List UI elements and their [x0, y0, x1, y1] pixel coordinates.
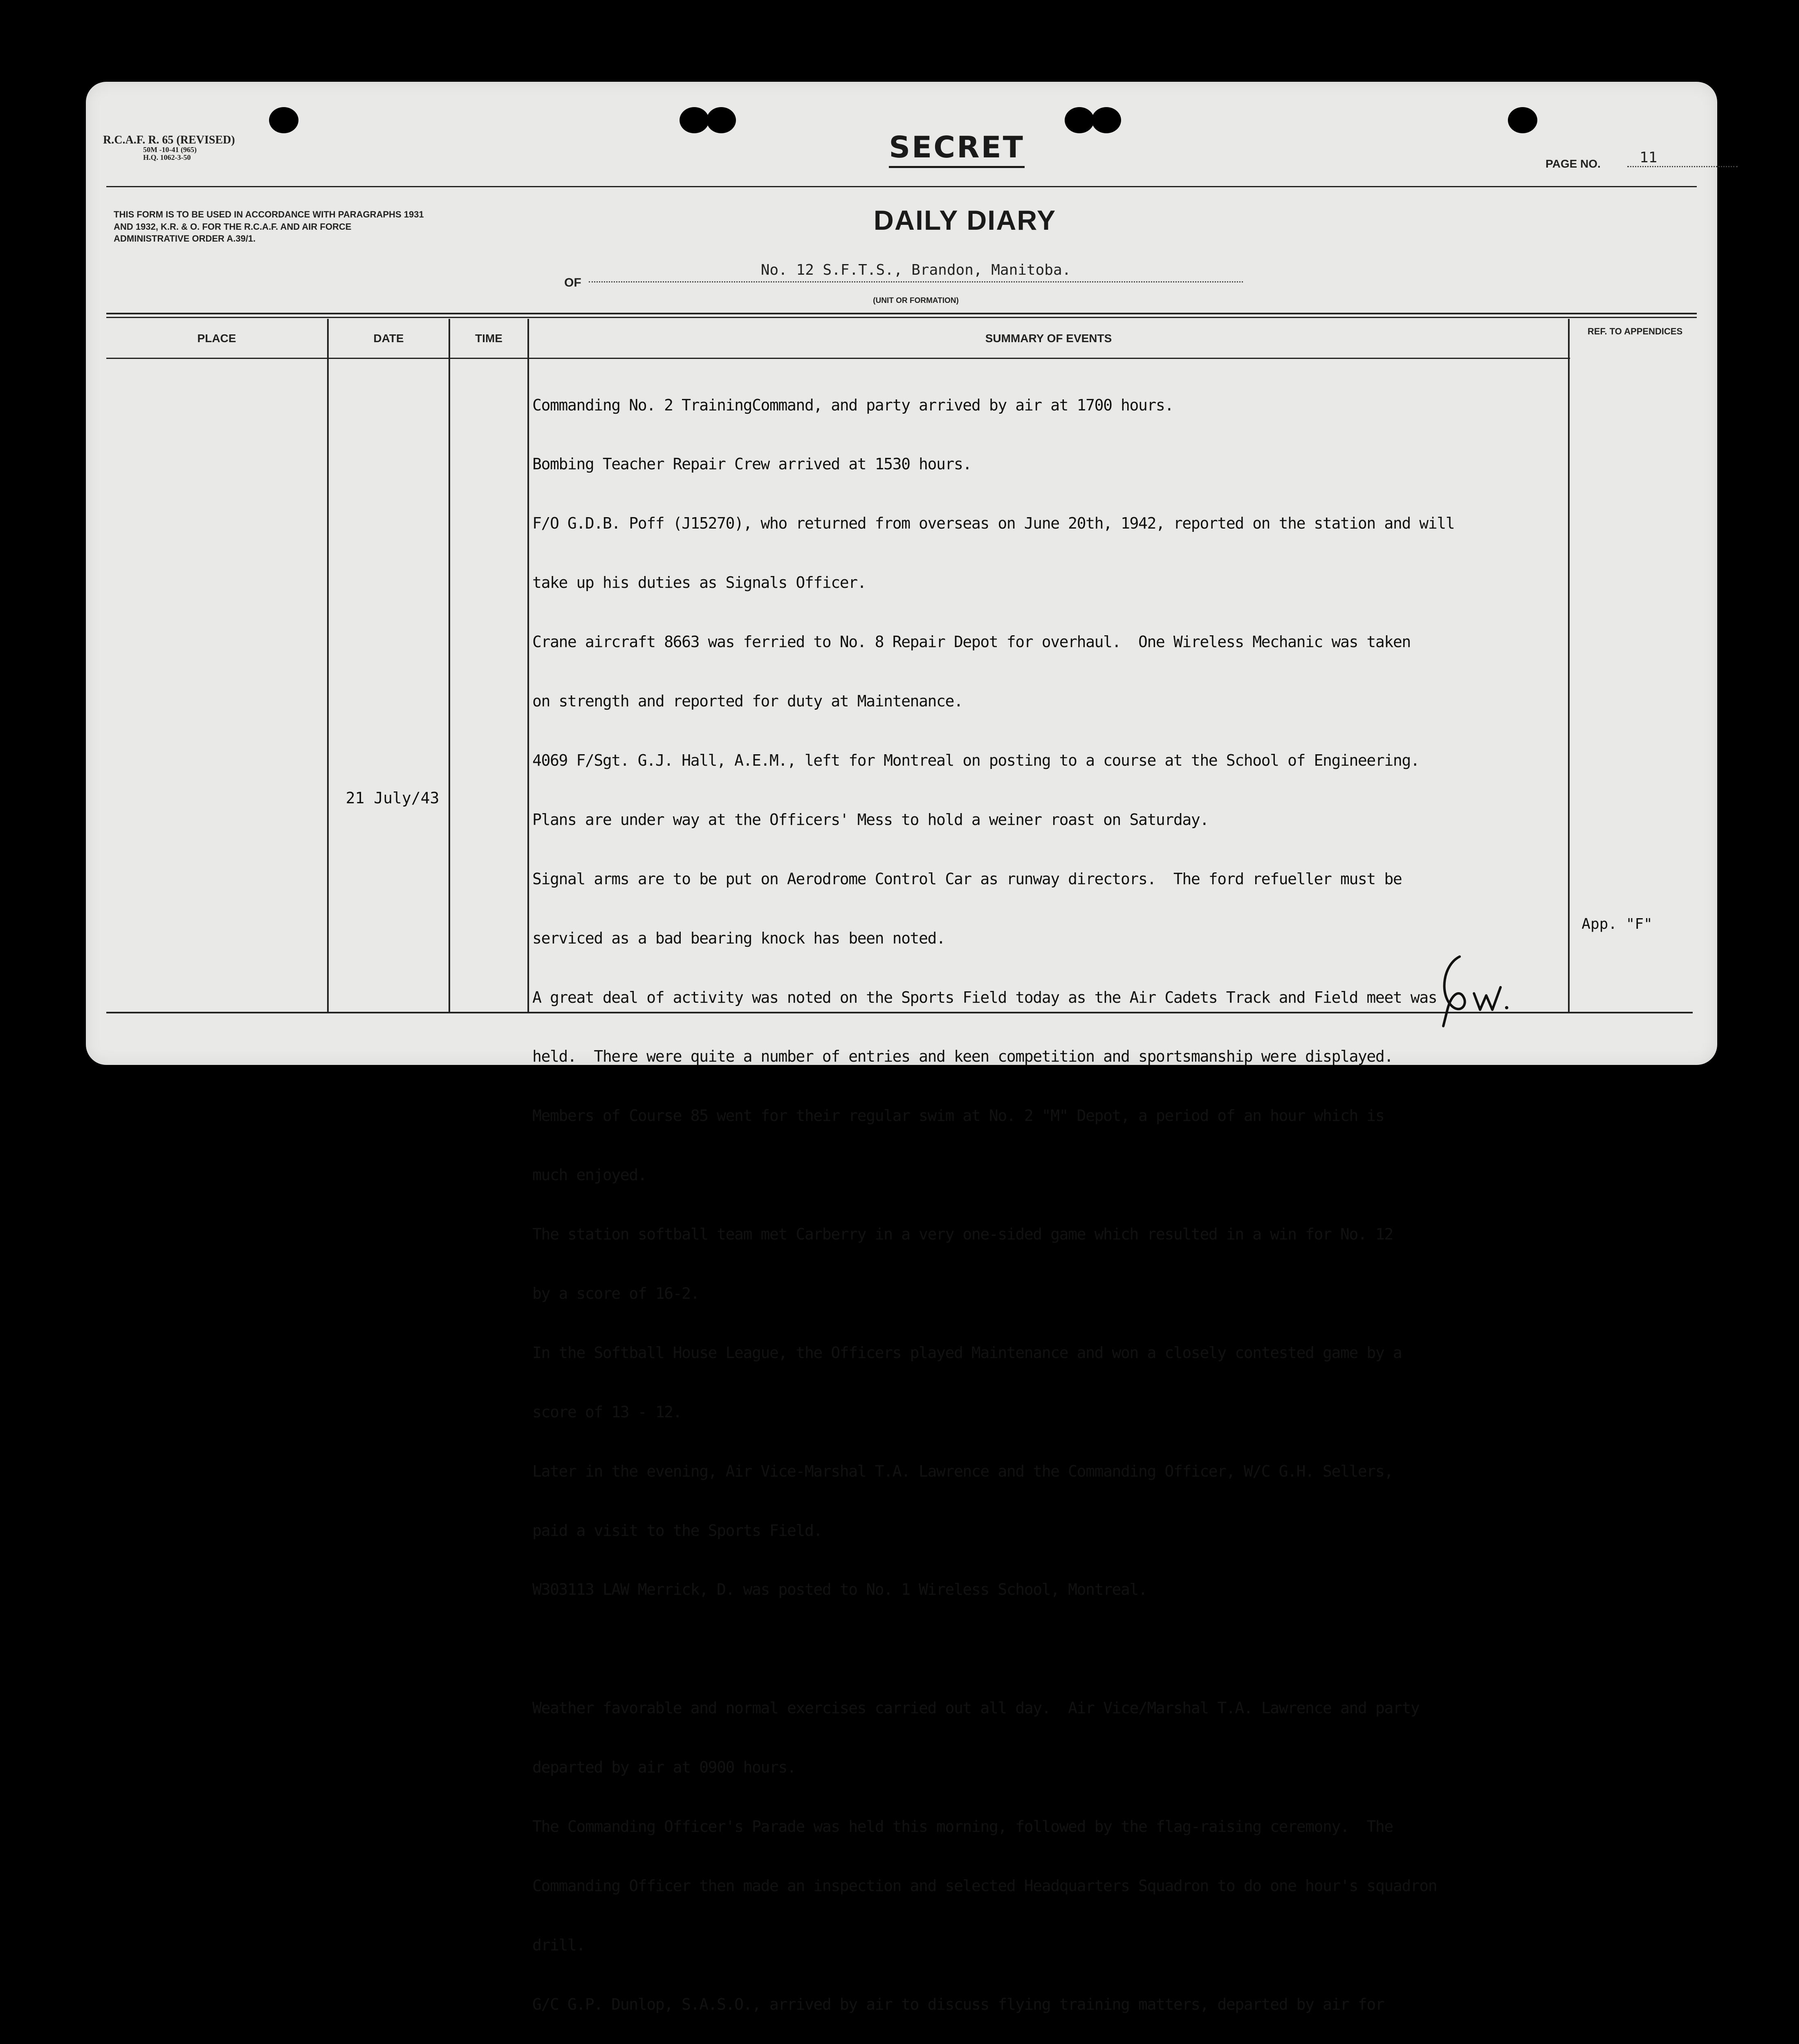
entry-line: drill. [532, 1936, 585, 1954]
punch-hole [680, 107, 709, 133]
security-classification [830, 130, 1083, 164]
punch-hole [707, 107, 736, 133]
form-hq-code: H.Q. 1062-3-50 [143, 153, 191, 162]
entry-line: Plans are under way at the Officers' Mess to hold a weiner roast on Saturday. [532, 810, 1209, 829]
entry-line: on strength and reported for duty at Maintenance. [532, 692, 963, 710]
entry-line: In the Softball House League, the Officers played Maintenance and won a closely contested game by a [532, 1343, 1402, 1362]
header-rule [106, 186, 1697, 187]
entry-line: take up his duties as Signals Officer. [532, 574, 866, 592]
appendix-reference: App. "F" [1581, 916, 1653, 932]
secret-label: SECRET [889, 130, 1025, 168]
entry-line: paid a visit to the Sports Field. [532, 1521, 822, 1540]
unit-of-label: OF [564, 276, 581, 289]
entry-line [532, 1639, 1583, 1659]
entry-line: Commanding No. 2 TrainingCommand, and party arrived by air at 1700 hours. [532, 396, 1173, 414]
entry-line: much enjoyed. [532, 1166, 647, 1184]
entry-line: Bombing Teacher Repair Crew arrived at 1530 hours. [532, 455, 971, 473]
page-title: DAILY DIARY [873, 205, 1057, 236]
entry-line: Members of Course 85 went for their regular swim at No. 2 "M" Depot, a period of an hour which is [532, 1107, 1384, 1125]
punch-hole [1092, 107, 1121, 133]
entry-line: 4069 F/Sgt. G.J. Hall, A.E.M., left for Montreal on posting to a course at the School of Engineering. [532, 751, 1420, 769]
entry-line: A great deal of activity was noted on the Sports Field today as the Air Cadets Track and Field meet was [532, 988, 1437, 1006]
page-number-label: PAGE NO. [1546, 157, 1601, 170]
entry-line: Later in the evening, Air Vice-Marshal T.A. Lawrence and the Commanding Officer, W/C G.H. Sellers, [532, 1462, 1393, 1480]
punch-hole [1065, 107, 1094, 133]
column-header-date: DATE [373, 332, 404, 345]
unit-field: No. 12 S.F.T.S., Brandon, Manitoba. [589, 262, 1243, 282]
entry-line: W303113 LAW Merrick, D. was posted to No. 1 Wireless School, Montreal. [532, 1580, 1147, 1599]
entry-line: Commanding Officer then made an inspection and selected Headquarters Squadron to do one hour's squadron [532, 1876, 1437, 1895]
entry-line: The station softball team met Carberry in a very one-sided game which resulted in a win for No. 12 [532, 1225, 1393, 1244]
diary-sheet [86, 82, 1717, 2013]
column-divider [527, 319, 529, 1012]
entry-line: departed by air at 0900 hours. [532, 1758, 796, 1777]
column-header-summary: SUMMARY OF EVENTS [985, 332, 1112, 345]
entry-line: Signal arms are to be put on Aerodrome Control Car as runway directors. The ford refueller must be [532, 870, 1402, 888]
entry-line: serviced as a bad bearing knock has been noted. [532, 929, 945, 947]
date-entry: 21 July/43 [345, 789, 440, 807]
form-print-code: 50M -10-41 (965) [143, 146, 197, 154]
entry-line: held. There were quite a number of entries and keen competition and sportsmanship were displayed. [532, 1047, 1393, 1066]
summary-of-events [532, 356, 1583, 2044]
entry-line: by a score of 16-2. [532, 1284, 700, 1302]
punch-hole [1508, 107, 1537, 133]
form-number: R.C.A.F. R. 65 (REVISED) [103, 134, 235, 146]
entry-line: F/O G.D.B. Poff (J15270), who returned from overseas on June 20th, 1942, reported on the station and will [532, 514, 1455, 533]
page-number: 11 [1627, 149, 1738, 167]
handwritten-initials [1435, 948, 1533, 1030]
column-header-place: PLACE [197, 332, 236, 345]
table-top-rule-double [106, 317, 1697, 318]
column-divider [327, 319, 329, 1012]
form-identifier [103, 134, 299, 161]
column-header-appendices: REF. TO APPENDICES [1587, 326, 1683, 336]
column-header-time: TIME [475, 332, 502, 345]
punch-hole [269, 107, 298, 133]
column-divider [449, 319, 450, 1012]
entry-line: G/C G.P. Dunlop, S.A.S.O., arrived by air to discuss flying training matters, departed by air for [532, 1995, 1384, 2013]
entry-line: The Commanding Officer's Parade was held this morning, followed by the flag-raising ceremony. The [532, 1817, 1393, 1836]
entry-line: score of 13 - 12. [532, 1403, 682, 1421]
form-instructions: THIS FORM IS TO BE USED IN ACCORDANCE WITH PARAGRAPHS 1931 AND 1932, K.R. & O. FOR THE R.C.A.F. AND AIR FORCE ADMINISTRATIVE ORDER A.39/1. [114, 209, 424, 244]
entry-line: Crane aircraft 8663 was ferried to No. 8 Repair Depot for overhaul. One Wireless Mechanic was taken [532, 633, 1411, 651]
unit-caption: (UNIT OR FORMATION) [873, 296, 959, 305]
table-top-rule [106, 313, 1697, 314]
entry-line: Weather favorable and normal exercises carried out all day. Air Vice/Marshal T.A. Lawrence and party [532, 1699, 1420, 1717]
